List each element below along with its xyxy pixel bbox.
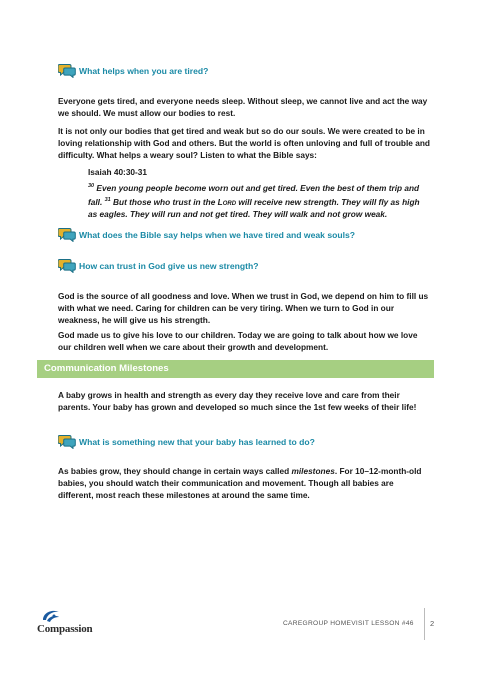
question-text: What is something new that your baby has learned to do?	[79, 436, 315, 447]
discussion-question-4	[58, 434, 315, 449]
question-text: How can trust in God give us new strength?	[79, 260, 259, 271]
discussion-question-2	[58, 227, 355, 242]
speech-bubbles-icon	[58, 63, 76, 78]
verse-31-text: But those who trust in the	[110, 196, 218, 207]
scripture-passage	[88, 180, 428, 220]
question-text: What does the Bible say helps when we have tired and weak souls?	[79, 229, 356, 240]
speech-bubbles-icon	[58, 227, 76, 242]
verse-number: 31	[104, 197, 111, 204]
milestones-text: As babies grow, they should change in certain ways called	[58, 466, 292, 476]
footer-divider	[424, 608, 425, 640]
paragraph-tiredness: Everyone gets tired, and everyone needs sleep. Without sleep, we cannot live and act the way we should. We must allow our bodies to rest.	[58, 96, 428, 118]
scripture-reference: Isaiah 40:30-31	[88, 167, 148, 177]
lord-small-caps: Lord	[217, 196, 237, 207]
verse-number: 30	[88, 183, 95, 189]
section-title: Communication Milestones	[44, 363, 169, 374]
logo-wordmark: Compassion	[37, 623, 93, 635]
paragraph-love-children: God made us to give his love to our children. Today we are going to talk about how we love our children well when we care about their growth and development.	[58, 330, 418, 352]
question-text: What helps when you are tired?	[79, 65, 209, 76]
verse-30-text: Even young people become worn out and get tired. Even the best of them trip and fall.	[88, 182, 420, 207]
milestones-term: milestones	[291, 466, 335, 476]
paragraph-weary-soul: It is not only our bodies that get tired and weak but so do our souls. We were created to be in loving relationship with God and others. But the world is often unloving and full of trouble and difficulty. What helps a weary soul? Listen to what the Bible says:	[58, 126, 430, 160]
discussion-question-1	[58, 63, 208, 78]
paragraph-baby-grows: A baby grows in health and strength as every day they receive love and care from their parents. Your baby has grown and developed so much since the 1st few weeks of their life!	[58, 390, 417, 412]
paragraph-god-source: God is the source of all goodness and love. When we trust in God, we depend on him to fill us with what we need. Caring for children can be very tiring. When we turn to God in our weakness, he will give us his strength.	[58, 291, 429, 325]
speech-bubbles-icon	[58, 434, 76, 449]
speech-bubbles-icon	[58, 258, 76, 273]
milestones-text: . For 10–12-month-old babies, you should watch their communication and movement. Though all babies are different, most reach these milestones at around the same time.	[58, 466, 422, 500]
verse-31-text: will receive new strength. They will fly as high as eagles. They will run and not get tired. They will walk and not grow weak.	[88, 196, 420, 220]
discussion-question-3	[58, 258, 259, 273]
page-number: 2	[430, 619, 435, 628]
paragraph-milestones	[58, 465, 430, 501]
footer-lesson-label: CAREGROUP HOMEVISIT LESSON #46	[283, 620, 414, 627]
